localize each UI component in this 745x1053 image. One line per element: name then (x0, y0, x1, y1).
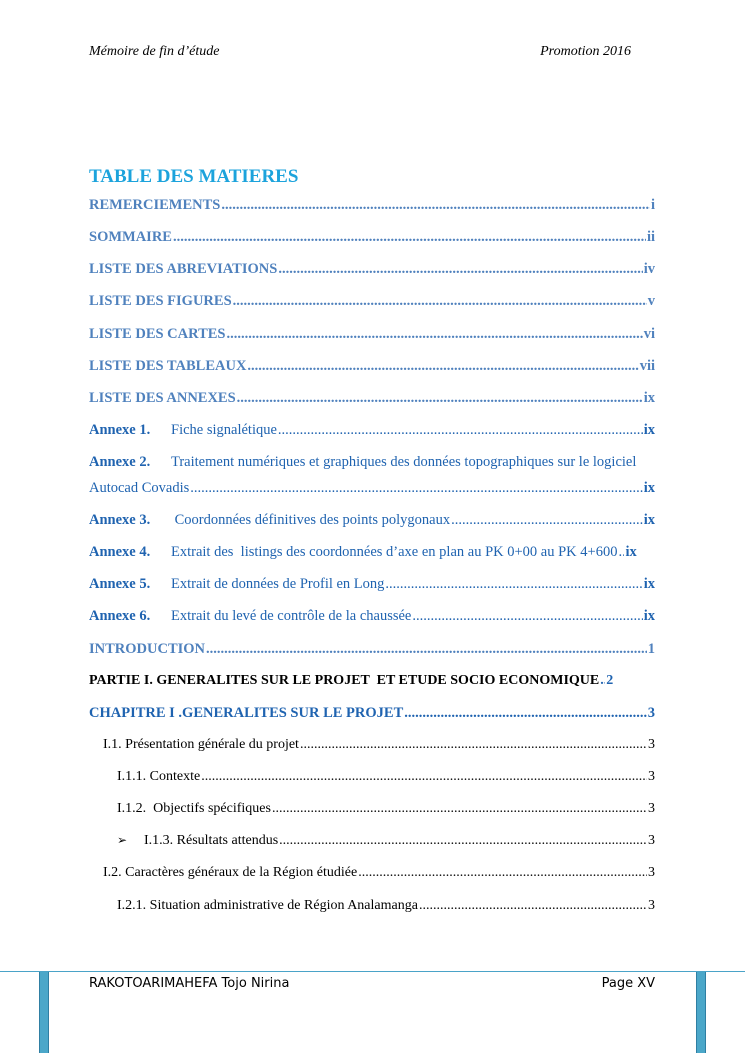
annex-number: Annexe 1. (89, 422, 151, 438)
header-right: Promotion 2016 (540, 44, 631, 59)
toc-entry-page: ii (646, 229, 655, 245)
toc-entry-page: ix (643, 608, 655, 624)
toc-entry-page: 3 (648, 801, 655, 816)
toc-entry-label: LISTE DES ABREVIATIONS (89, 261, 278, 277)
toc-entry-label: LISTE DES FIGURES (89, 293, 232, 309)
toc-entry-label: LISTE DES ANNEXES (89, 390, 236, 406)
toc-entry-label: SOMMAIRE (89, 229, 172, 245)
annex-number: Annexe 2. (89, 454, 151, 470)
toc-entry-section-1-2-1[interactable] (117, 898, 655, 914)
toc-entry-page: 3 (647, 705, 655, 721)
toc-entry-label: PARTIE I. GENERALITES SUR LE PROJET ET ETUDE SOCIO ECONOMIQUE (89, 673, 600, 688)
toc-entry-label: I.1.2. Objectifs spécifiques (117, 801, 271, 816)
toc-entry-label: Autocad Covadis (89, 480, 190, 496)
toc-entry-page: 3 (648, 769, 655, 784)
toc-entry-label: REMERCIEMENTS (89, 197, 221, 213)
toc-entry-section-1-1-2[interactable] (117, 801, 655, 817)
toc-entry-figures[interactable] (89, 293, 655, 310)
header-left: Mémoire de fin d’étude (89, 44, 220, 59)
page-header (89, 44, 631, 60)
toc-entry-page: ix (643, 390, 655, 406)
toc-entry-tableaux[interactable] (89, 358, 655, 375)
toc-entry-sommaire[interactable] (89, 229, 655, 246)
toc-entry-label: Coordonnées définitives des points polygonaux (171, 512, 451, 528)
toc-entry-page: 3 (648, 833, 655, 848)
toc-entry-label: LISTE DES CARTES (89, 326, 226, 342)
toc-entry-page: 3 (648, 737, 655, 752)
annex-number: Annexe 6. (89, 608, 151, 624)
toc-entry-page: 3 (648, 865, 655, 880)
footer-rule (0, 971, 745, 972)
toc-entry-annexe-1[interactable] (89, 422, 655, 439)
toc-entry-label: I.1.3. Résultats attendus (144, 833, 279, 848)
toc-entry-section-1-1-3[interactable] (117, 833, 655, 849)
toc-entry-page: ix (643, 576, 655, 592)
toc-entry-abreviations[interactable] (89, 261, 655, 278)
toc-entry-label: Extrait des listings des coordonnées d’axe en plan au PK 0+00 au PK 4+600 (171, 544, 618, 560)
toc-entry-label: I.1. Présentation générale du projet (103, 737, 299, 752)
toc-entry-label: Extrait de données de Profil en Long (171, 576, 385, 592)
toc-entry-page: vi (643, 326, 655, 342)
toc-entry-partie-1[interactable] (89, 673, 655, 689)
footer-author: RAKOTOARIMAHEFA Tojo Nirina (89, 976, 290, 991)
toc-entry-page: 1 (647, 641, 655, 657)
toc-entry-annexes[interactable] (89, 390, 655, 407)
toc-entry-page: vii (639, 358, 655, 374)
toc-entry-page: v (647, 293, 655, 309)
toc-entry-page: ix (643, 422, 655, 438)
footer-left-bar (39, 972, 49, 1053)
toc-entry-label: I.2. Caractères généraux de la Région étudiée (103, 865, 358, 880)
toc-entry-section-1-2[interactable] (103, 865, 655, 881)
toc-entry-label: CHAPITRE I .GENERALITES SUR LE PROJET (89, 705, 404, 721)
annex-number: Annexe 4. (89, 544, 151, 560)
toc-entry-label: LISTE DES TABLEAUX (89, 358, 247, 374)
toc-entry-page: ix (643, 480, 655, 496)
toc-entry-label: I.2.1. Situation administrative de Région Analamanga (117, 898, 418, 913)
toc-entry-annexe-2-line2[interactable] (89, 480, 655, 497)
footer-page-number: Page XV (601, 976, 655, 991)
toc-entry-page: 3 (648, 898, 655, 913)
toc-entry-chapitre-1[interactable] (89, 705, 655, 722)
annex-number: Annexe 3. (89, 512, 151, 528)
toc-entry-section-1-1-1[interactable] (117, 769, 655, 785)
annex-number: Annexe 5. (89, 576, 151, 592)
toc-entry-annexe-4[interactable] (89, 544, 655, 561)
toc-entry-remerciements[interactable] (89, 197, 655, 214)
toc-entry-label: Extrait du levé de contrôle de la chaussée (171, 608, 412, 624)
toc-entry-introduction[interactable] (89, 641, 655, 658)
toc-entry-annexe-6[interactable] (89, 608, 655, 625)
toc-entry-page: i (650, 197, 655, 213)
toc-entry-cartes[interactable] (89, 326, 655, 343)
toc-entry-annexe-5[interactable] (89, 576, 655, 593)
toc-entry-page: 2 (606, 673, 614, 688)
toc-entry-label: I.1.1. Contexte (117, 769, 201, 784)
footer-right-bar (696, 972, 706, 1053)
toc-entry-annexe-2-line1[interactable] (89, 454, 655, 471)
page-footer (89, 976, 655, 991)
toc-entry-section-1-1[interactable] (103, 737, 655, 753)
arrow-bullet-icon: ➢ (117, 833, 128, 847)
toc-title: TABLE DES MATIERES (89, 166, 299, 187)
toc-entry-page: ix (625, 544, 637, 560)
toc-entry-page: iv (643, 261, 655, 277)
toc-entry-label: Traitement numériques et graphiques des données topographiques sur le logiciel (171, 454, 637, 470)
toc-entry-annexe-3[interactable] (89, 512, 655, 529)
toc-entry-label: Fiche signalétique (171, 422, 277, 438)
toc-entry-label: INTRODUCTION (89, 641, 206, 657)
toc-entry-page: ix (643, 512, 655, 528)
